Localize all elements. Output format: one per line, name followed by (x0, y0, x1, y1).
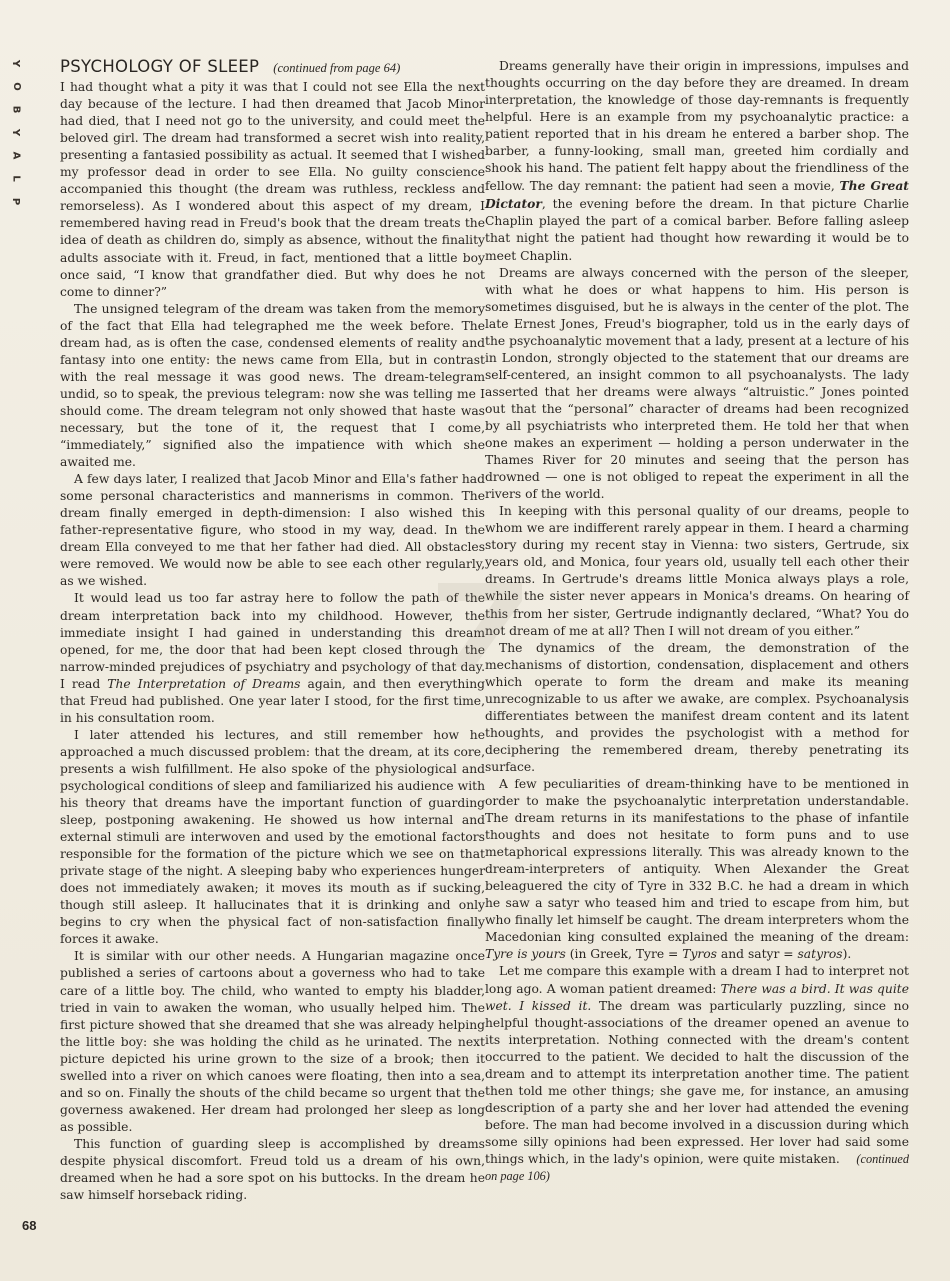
text-run: , the evening before the dream. In that picture Charlie Chaplin played the part of a comical barber. Before falling asleep that night the patient had thought how rewarding it would be to meet Chaplin. (485, 197, 909, 263)
text-run: Let me compare this example with a dream I had to interpret not long ago. A woman patient dreamed: (485, 964, 909, 996)
paragraph: This function of guarding sleep is accomplished by dreams despite physical discomfort. Freud told us a dream of his own, dreamed when he had a sore spot on his buttocks. In the dream he saw himself horseback riding. (60, 1136, 485, 1203)
text-run: ). (842, 947, 852, 962)
continued-on-note: (continued on page 106) (485, 1152, 909, 1184)
paragraph: It is similar with our other needs. A Hungarian magazine once published a series of cartoons about a governess who had to take care of a little boy. The child, who wanted to empty his bladder, tried in vain to awaken the woman, who usually helped him. The first picture showed that she dreamed that she was already helping the little boy: she was holding the child as he urinated. The next picture depicted his urine grown to the size of a brook; then it swelled into a river on which canoes were floating, then into a sea, and so on. Finally the shouts of the child became so urgent that the governess awakened. Her dream had prolonged her sleep as long as possible. (60, 949, 485, 1134)
paragraph (485, 963, 909, 1185)
article-title: PSYCHOLOGY OF SLEEP (60, 57, 260, 76)
paragraph: The dynamics of the dream, the demonstration of the mechanisms of distortion, condensation, displacement and others which operate to form the dream and make its meaning unrecognizable to us after we awake, are complex. Psychoanalysis differentiates between the manifest dream content and its latent thoughts, and provides the psychologist with a method for deciphering the remembered dream, thereby penetrating its surface. (485, 640, 909, 774)
side-letter: O (10, 82, 22, 91)
paragraph: I had thought what a pity it was that I could not see Ella the next day because of the lecture. I had then dreamed that Jacob Minor had died, that I need not go to the university, and could meet the beloved girl. The dream had transformed a secret wish into reality, presenting a fantasied possibility as actual. It seemed that I wished my professor dead in order to see Ella. No guilty conscience accompanied this thought (the dream was ruthless, reckless and remorseless). As I wondered about this aspect of my dream, I remembered having read in Freud's book that the dream treats the idea of death as children do, simply as absence, without the finality adults associate with it. Freud, in fact, mentioned that a little boy once said, “I know that grandfather died. But why does he not come to dinner?” (60, 80, 485, 299)
paragraph: In keeping with this personal quality of our dreams, people to whom we are indifferent rarely appear in them. I heard a charming story during my recent stay in Vienna: two sisters, Gertrude, six years old, and Monica, four years old, usually tell each other their dreams. In Gertrude's dreams little Monica always plays a role, while the sister never appears in Monica's dreams. On hearing of this from her sister, Gertrude indignantly declared, “What? You do not dream of me at all? Then I will not dream of you either.” (485, 504, 909, 638)
article-header (60, 58, 485, 77)
magazine-side-title (9, 52, 23, 213)
side-letter: L (10, 175, 22, 182)
text-run: Dreams generally have their origin in impressions, impulses and thoughts occurring on the day before they are dreamed. In dream interpretation, the knowledge of those day-remnants is frequently helpful. Here is an example from my psychoanalytic practice: a patient reported that in his dream he entered a barber shop. The barber, a funny-looking, small man, greeted him cordially and shook his hand. The patient felt happy about the friendliness of the fellow. The day remnant: the patient had seen a movie, (485, 59, 909, 194)
paragraph: A few days later, I realized that Jacob Minor and Ella's father had some personal characteristics and mannerisms in common. The dream finally emerged in depth-dimension: I also wished this father-representative figure, who stood in my way, dead. In the dream Ella conveyed to me that her father had died. All obstacles were removed. We would now be able to see each other regularly, as we wished. (60, 472, 485, 589)
italic-phrase: Tyre is yours (485, 947, 566, 962)
side-letter: B (10, 105, 22, 114)
text-run: It would lead us too far astray here to follow the path of the dream interpretation back into my childhood. However, the immediate insight I had gained in understanding this dream opened, for me, the door that had been kept closed through the narrow-minded prejudices of psychiatry and psychology of that day. I read (60, 591, 485, 691)
continued-from-note: (continued from page 64) (273, 61, 401, 75)
side-letter: Y (10, 59, 22, 68)
page-number: 68 (22, 1218, 37, 1233)
paragraph: Dreams are always concerned with the person of the sleeper, with what he does or what happens to him. His person is sometimes disguised, but he is always in the center of the plot. The late Ernest Jones, Freud's biographer, told us in the early days of the psychoanalytic movement that a lady, present at a lecture of his in London, strongly objected to the statement that our dreams are self-centered, an insight common to all psychoanalysts. The lady asserted that her dreams were always “altruistic.” Jones pointed out that the “personal” character of dreams had been recognized by all psychiatrists who interpreted them. He told her that when one makes an experiment — holding a person underwater in the Thames River for 20 minutes and seeing that the person has drowned — one is not obliged to repeat the experiment in all the rivers of the world. (485, 265, 909, 502)
text-run: again, and then everything that Freud had published. One year later I stood, for the first time, in his consultation room. (60, 676, 485, 725)
text-run: (in Greek, Tyre = (565, 947, 683, 962)
book-title: The Interpretation of Dreams (107, 676, 301, 691)
italic-phrase: Tyros (682, 947, 717, 962)
paragraph (60, 590, 485, 726)
text-run: and satyr = (717, 947, 798, 962)
paragraph: I later attended his lectures, and still remember how he approached a much discussed problem: that the dream, at its core, presents a wish fulfillment. He also spoke of the physiological and psychological conditions of sleep and familiarized his audience with his theory that dreams have the important function of guarding sleep, postponing awakening. He showed us how internal and external stimuli are interwoven and used by the emotional factors responsible for the formation of the picture which we see on that private stage of the night. A sleeping baby who experiences hunger does not immediately awaken; it moves its mouth as if sucking, though still asleep. It hallucinates that it is drinking and only begins to cry when the physical fact of non-satisfaction finally forces it awake. (60, 727, 485, 947)
left-column (60, 58, 485, 1204)
paragraph (485, 776, 909, 964)
paragraph: The unsigned telegram of the dream was taken from the memory of the fact that Ella had telegraphed me the week before. The dream had, as is often the case, condensed elements of reality and fantasy into one entity: the news came from Ella, but in contrast with the real message it was good news. The dream-telegram undid, so to speak, the previous telegram: now she was telling me I should come. The dream telegram not only showed that haste was necessary, but the tone of it, the request that I come, “immediately,” signified also the impatience with which she awaited me. (60, 301, 485, 470)
side-letter: Y (10, 128, 22, 137)
text-run: The dream was particularly puzzling, since no helpful thought-associations of the dreamer opened an avenue to its interpretation. Nothing connected with the dream's content occurred to the patient. We decided to halt the discussion of the dream and to attempt its interpretation another time. The patient then told me other things; she gave me, for instance, an amusing description of a party she and her lover had attended the evening before. The man had become involved in a discussion during which some silly opinions had been expressed. Her lover had said some things which, in the lady's opinion, were quite mistaken. (485, 998, 909, 1166)
side-letter: P (10, 197, 22, 206)
text-run: A few peculiarities of dream-thinking have to be mentioned in order to make the psychoanalytic interpretation understandable. The dream returns in its manifestations to the phase of infantile thoughts and does not hesitate to form puns and to use metaphorical expressions literally. This was already known to the dream-interpreters of antiquity. When Alexander the Great beleaguered the city of Tyre in 332 B.C. he had a dream in which he saw a satyr who teased him and tried to escape from him, but who finally let himself be caught. The dream interpreters whom the Macedonian king consulted explained the meaning of the dream: (485, 776, 909, 945)
italic-phrase: satyros (797, 947, 843, 962)
dream-quote: There was a bird. It was quite wet. I kissed it. (485, 981, 909, 1013)
movie-title: The Great Dictator (485, 178, 909, 212)
paragraph (485, 58, 909, 265)
side-letter: A (10, 151, 22, 160)
right-column (485, 58, 909, 1185)
